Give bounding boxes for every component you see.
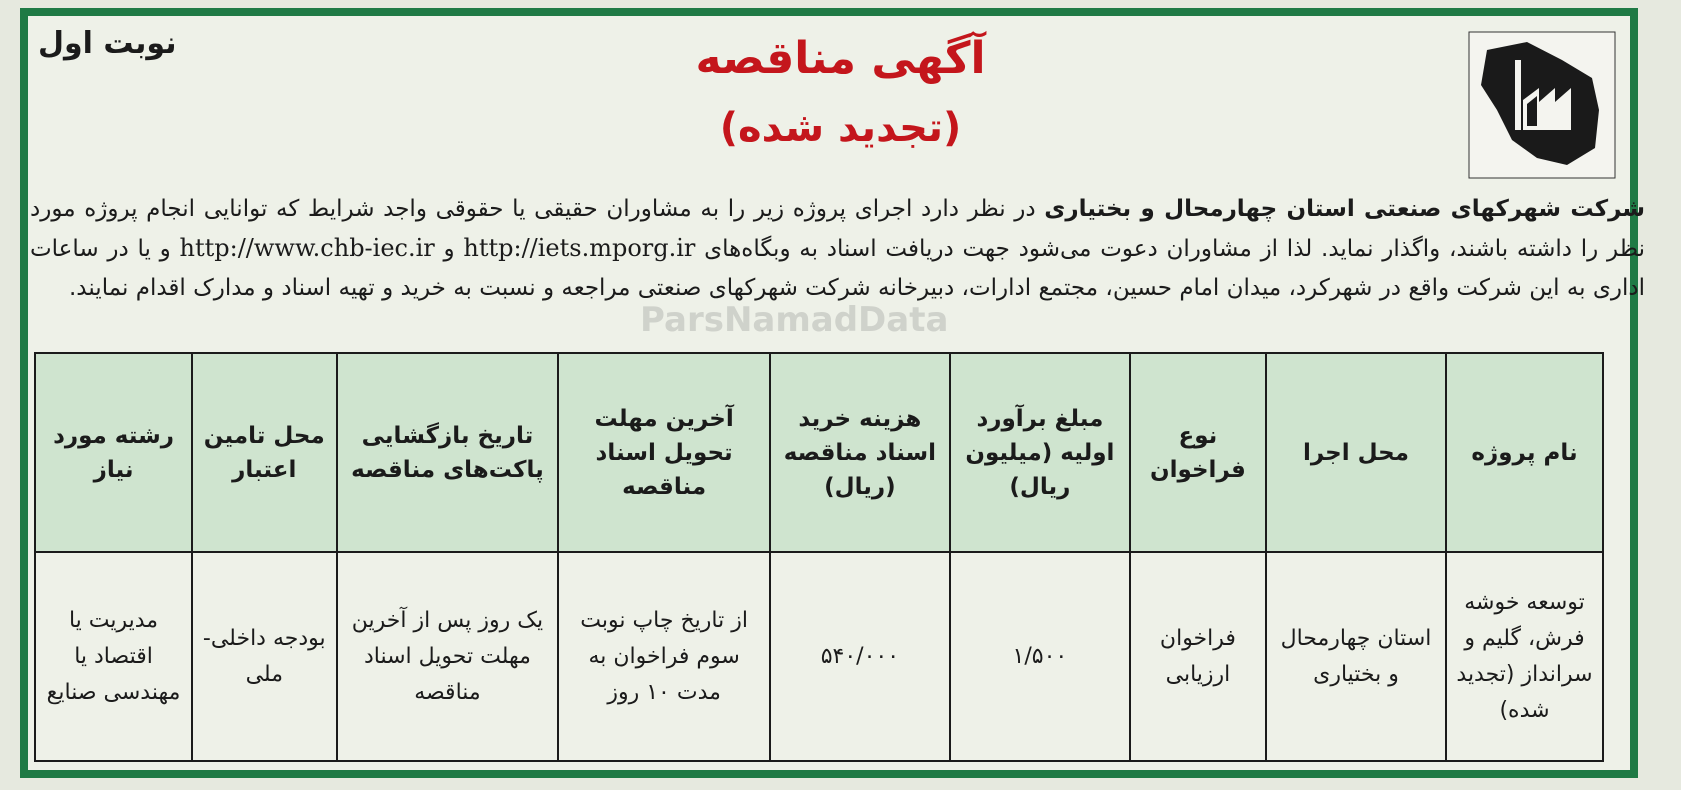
header-required-field: رشته مورد نیاز	[35, 353, 192, 552]
header-estimate: مبلغ برآورد اولیه (میلیون ریال)	[950, 353, 1130, 552]
cell-funding-source: بودجه داخلی-ملی	[192, 552, 336, 761]
intro-text-1: در نظر دارد اجرای پروژه زیر را به مشاوران حقیقی یا حقوقی واجد شرایط که توانایی انجام پروژه مورد نظر را داشته باشند، واگذار نماید. لذا از مشاوران دعوت می‌شود جهت دریافت اسناد به وبگاه‌های	[30, 196, 1645, 262]
ad-subtitle: (تجدید شده)	[719, 105, 962, 151]
header-opening-date: تاریخ بازگشایی پاکت‌های مناقصه	[337, 353, 559, 552]
url-iets[interactable]: http://iets.mporg.ir	[463, 234, 696, 262]
header-call-type: نوع فراخوان	[1130, 353, 1266, 552]
intro-paragraph	[30, 190, 1645, 308]
url-chb-iec[interactable]: http://www.chb-iec.ir	[179, 234, 435, 262]
company-name: شرکت شهرکهای صنعتی استان چهارمحال و بختیاری	[1044, 196, 1645, 222]
cell-opening-date: یک روز پس از آخرین مهلت تحویل اسناد مناقصه	[337, 552, 559, 761]
watermark: ParsNamadData	[640, 300, 949, 340]
cell-project-name: توسعه خوشه فرش، گلیم و سرانداز (تجدید شده)	[1446, 552, 1603, 761]
header-location: محل اجرا	[1266, 353, 1446, 552]
ad-title: آگهی مناقصه	[695, 33, 986, 84]
cell-location: استان چهارمحال و بختیاری	[1266, 552, 1446, 761]
cell-estimate: ۱/۵۰۰	[950, 552, 1130, 761]
cell-required-field: مدیریت یا اقتصاد یا مهندسی صنایع	[35, 552, 192, 761]
table-row	[35, 552, 1603, 761]
intro-text-3: و یا در ساعات اداری به این شرکت واقع در شهرکرد، میدان امام حسین، مجتمع ادارات، دبیرخانه شرکت شهرکهای صنعتی مراجعه و نسبت به خرید و تهیه اسناد و مدارک اقدام نمایند.	[30, 236, 1645, 301]
header-funding-source: محل تامین اعتبار	[192, 353, 336, 552]
industrial-estates-logo-icon	[1467, 30, 1617, 180]
intro-text-2: و	[434, 236, 464, 262]
round-label: نوبت اول	[38, 26, 177, 61]
cell-document-cost: ۵۴۰/۰۰۰	[770, 552, 950, 761]
header-document-cost: هزینه خرید اسناد مناقصه (ریال)	[770, 353, 950, 552]
cell-deadline: از تاریخ چاپ نوبت سوم فراخوان به مدت ۱۰ روز	[558, 552, 769, 761]
tender-table	[34, 352, 1604, 762]
table-header-row	[35, 353, 1603, 552]
cell-call-type: فراخوان ارزیابی	[1130, 552, 1266, 761]
header-project-name: نام پروژه	[1446, 353, 1603, 552]
header-deadline: آخرین مهلت تحویل اسناد مناقصه	[558, 353, 769, 552]
